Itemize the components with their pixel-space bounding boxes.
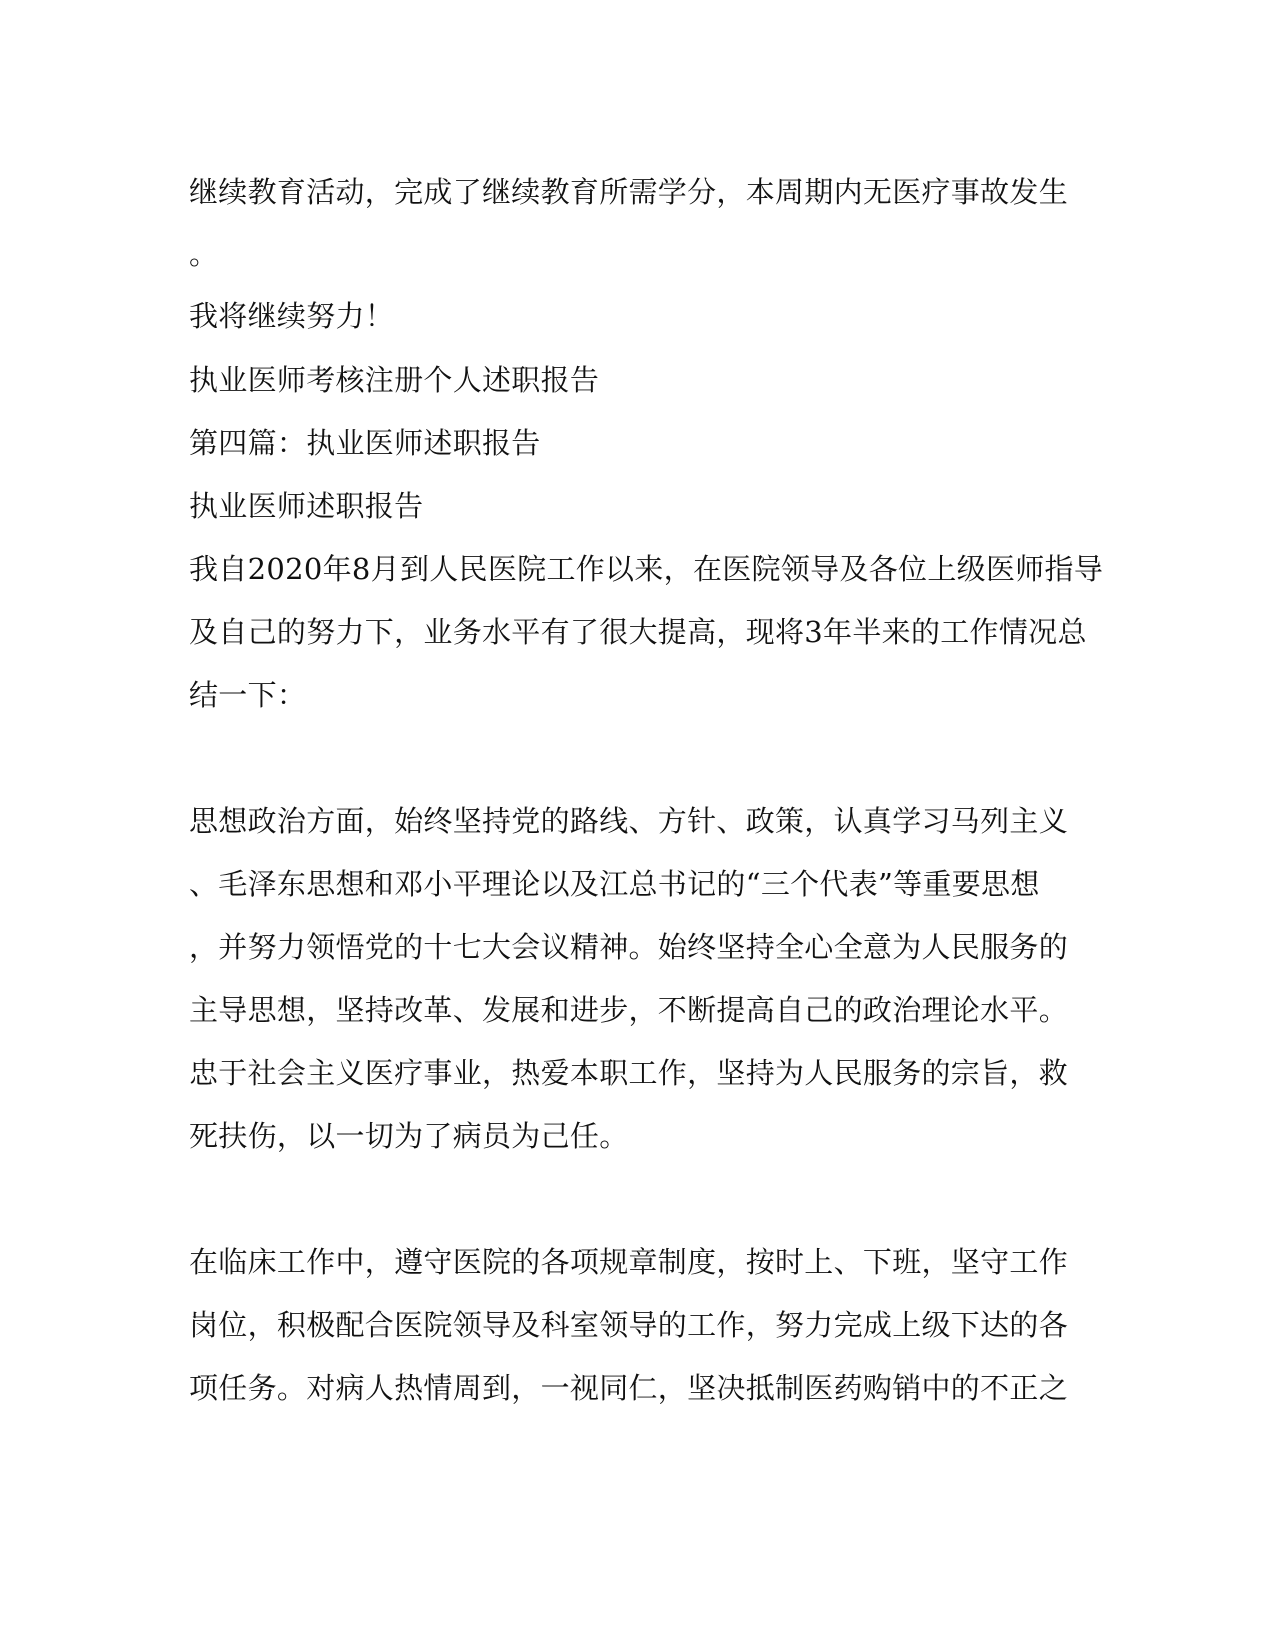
chapter-heading: 第四篇：执业医师述职报告: [189, 426, 541, 460]
text-line: 继续教育活动，完成了继续教育所需学分，本周期内无医疗事故发生: [189, 175, 1069, 209]
text-line: ，并努力领悟党的十七大会议精神。始终坚持全心全意为人民服务的: [189, 930, 1069, 964]
text-line: 岗位，积极配合医院领导及科室领导的工作，努力完成上级下达的各: [189, 1308, 1069, 1342]
text-line: 结一下：: [189, 678, 307, 712]
report-title: 执业医师述职报告: [189, 489, 424, 523]
text-line: 我将继续努力！: [189, 299, 395, 333]
text-line: 。: [189, 237, 219, 271]
text-line: 项任务。对病人热情周到，一视同仁，坚决抵制医药购销中的不正之: [189, 1371, 1069, 1405]
text-line: 、毛泽东思想和邓小平理论以及江总书记的“三个代表”等重要思想: [189, 867, 1040, 901]
text-line: 我自2020年8月到人民医院工作以来，在医院领导及各位上级医师指导: [189, 552, 1104, 586]
text-line: 主导思想，坚持改革、发展和进步，不断提高自己的政治理论水平。: [189, 993, 1069, 1027]
text-line: 及自己的努力下，业务水平有了很大提高，现将3年半来的工作情况总: [189, 615, 1087, 649]
text-line: 在临床工作中，遵守医院的各项规章制度，按时上、下班，坚守工作: [189, 1245, 1069, 1279]
text-line: 思想政治方面，始终坚持党的路线、方针、政策，认真学习马列主义: [189, 804, 1069, 838]
text-line: 忠于社会主义医疗事业，热爱本职工作，坚持为人民服务的宗旨，救: [189, 1056, 1069, 1090]
text-line: 死扶伤，以一切为了病员为己任。: [189, 1119, 629, 1153]
section-heading: 执业医师考核注册个人述职报告: [189, 363, 600, 397]
